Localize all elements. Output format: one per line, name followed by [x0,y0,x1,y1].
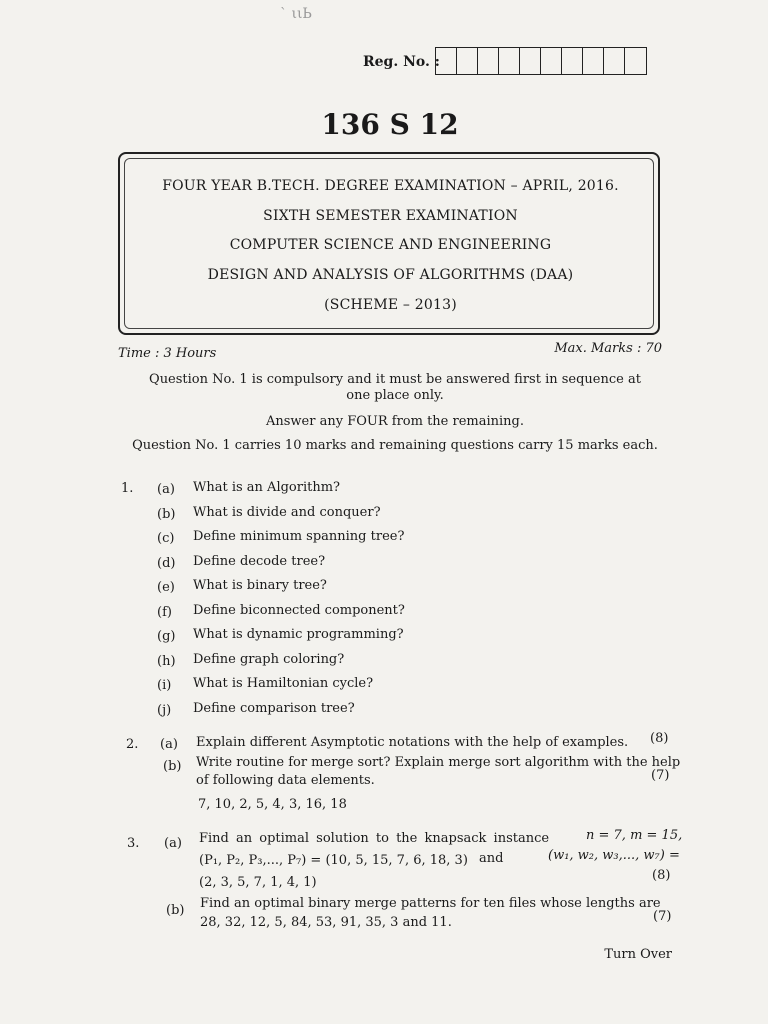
data-elements: 7, 10, 2, 5, 4, 3, 16, 18 [198,797,347,812]
part-label: (d) [157,555,176,571]
reg-no-box [520,48,541,74]
reg-no-box [436,48,457,74]
part-label: (c) [157,531,175,546]
marks: (7) [653,909,672,924]
part-label: (a) [164,836,182,851]
reg-no-box [604,48,625,74]
instruction-line: Question No. 1 carries 10 marks and remaining questions carry 15 marks each. [132,438,658,453]
turn-over: Turn Over [604,947,672,962]
question-text: What is an Algorithm? [193,480,341,495]
reg-no-box [562,48,583,74]
paper-code: 136 S 12 [321,108,459,141]
part-label: (g) [157,629,176,644]
max-marks: Max. Marks : 70 [554,341,662,356]
instruction-line: Question No. 1 is compulsory and it must be answered first in sequence at [149,372,641,387]
part-label: (h) [157,653,176,669]
instruction-line: one place only. [346,388,444,403]
part-label: (j) [157,702,172,718]
question-text: What is Hamiltonian cycle? [193,676,374,691]
question-text: Define minimum spanning tree? [193,529,405,544]
question-text: Define graph coloring? [193,651,345,667]
reg-no-boxes [435,47,647,75]
semester-line: SIXTH SEMESTER EXAMINATION [263,208,518,224]
knapsack-instance: n = 7, m = 15, [586,828,683,843]
part-label: (e) [157,580,175,595]
weights: (2, 3, 5, 7, 1, 4, 1) [199,875,317,890]
part-label: (b) [157,506,176,522]
profits: (P₁, P₂, P₃,..., P₇) = (10, 5, 15, 7, 6, 18, 3) [199,853,468,868]
pencil-scribble: ˋ ιιЬ [280,6,312,22]
and-text: and [479,851,504,866]
question-text: Define decode tree? [193,553,326,569]
part-label: (b) [163,759,182,774]
question-text: Write routine for merge sort? Explain merge sort algorithm with the help [196,755,681,770]
weights-label: (w₁, w₂, w₃,..., w₇) = [548,848,680,863]
part-label: (a) [160,737,178,752]
question-text: What is divide and conquer? [193,504,381,520]
reg-no-box [583,48,604,74]
question-text: 28, 32, 12, 5, 84, 53, 91, 35, 3 and 11. [200,915,452,930]
exam-title: FOUR YEAR B.TECH. DEGREE EXAMINATION – APRIL, 2016. [162,178,619,194]
part-label: (f) [157,604,172,620]
part-label: (b) [166,903,185,918]
question-number: 1. [121,481,134,496]
question-number: 2. [126,737,139,752]
question-text: Find an optimal binary merge patterns for ten files whose lengths are [200,896,661,911]
scheme-line: (SCHEME – 2013) [324,297,457,313]
part-label: (i) [157,678,172,693]
question-text: Define comparison tree? [193,700,355,716]
reg-no-box [625,48,646,74]
question-number: 3. [127,836,140,851]
question-text: of following data elements. [196,773,375,788]
department-line: COMPUTER SCIENCE AND ENGINEERING [229,237,552,253]
question-text: What is dynamic programming? [193,627,404,642]
reg-no-box [541,48,562,74]
marks: (8) [652,868,671,883]
reg-no-box [499,48,520,74]
part-label: (a) [157,482,175,497]
reg-no-box [457,48,478,74]
reg-no-box [478,48,499,74]
question-text: Define biconnected component? [193,602,405,618]
marks: (7) [651,768,670,783]
marks: (8) [650,731,669,746]
question-text: What is binary tree? [193,578,327,593]
time-allowed: Time : 3 Hours [118,346,217,361]
instruction-line: Answer any FOUR from the remaining. [266,414,524,429]
reg-no-label: Reg. No. : [363,54,440,70]
question-text: Find an optimal solution to the knapsack instance [199,831,550,846]
subject-line: DESIGN AND ANALYSIS OF ALGORITHMS (DAA) [207,267,574,283]
question-text: Explain different Asymptotic notations with the help of examples. [196,735,629,750]
